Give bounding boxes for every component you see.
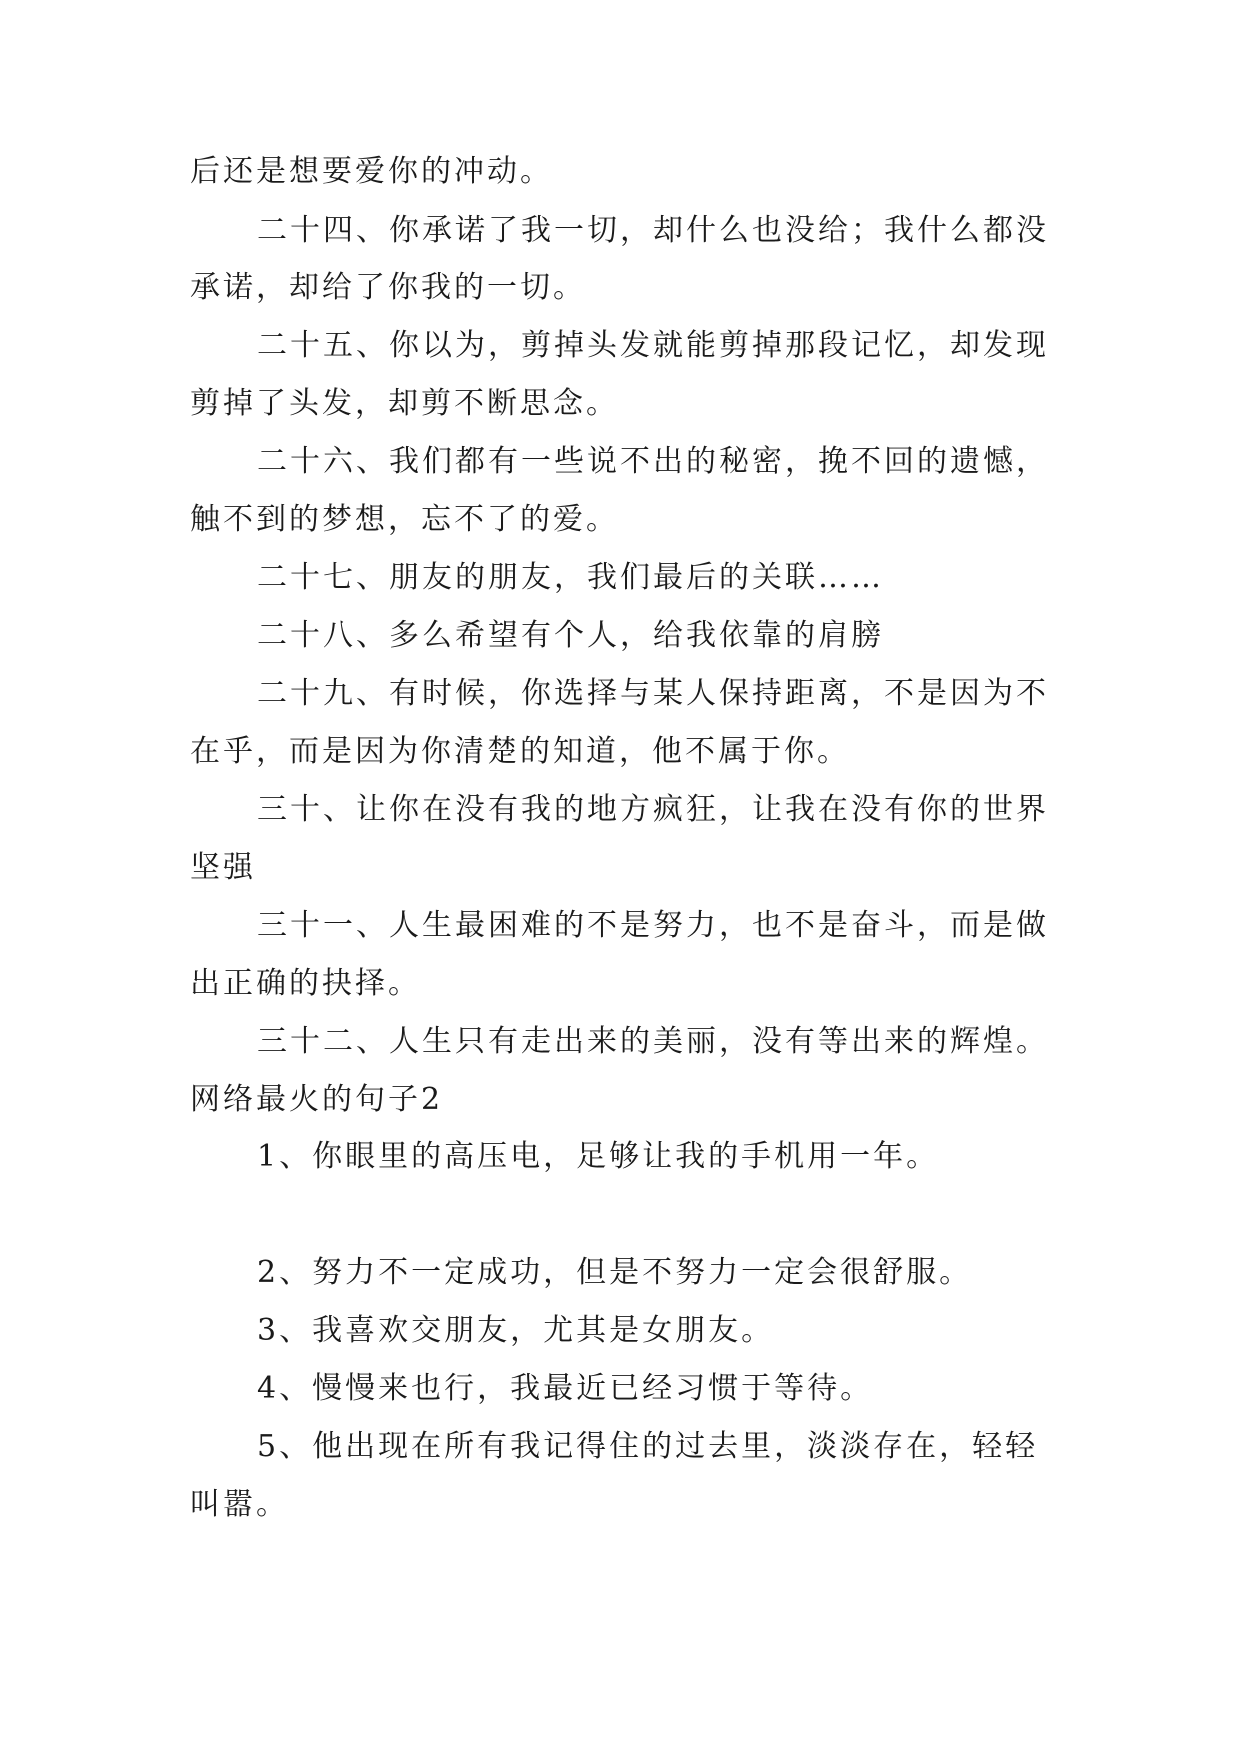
list-item: 1、你眼里的高压电，足够让我的手机用一年。: [257, 1139, 940, 1174]
text-line: 二十五、你以为，剪掉头发就能剪掉那段记忆，却发现: [257, 328, 1049, 363]
text-line: 二十四、你承诺了我一切，却什么也没给；我什么都没: [257, 213, 1049, 248]
text-line: 后还是想要爱你的冲动。: [190, 154, 553, 189]
text-line: 剪掉了头发，却剪不断思念。: [190, 386, 619, 421]
text-line: 三十、让你在没有我的地方疯狂，让我在没有你的世界: [257, 792, 1049, 827]
text-line: 承诺，却给了你我的一切。: [190, 270, 586, 305]
text-line: 三十二、人生只有走出来的美丽，没有等出来的辉煌。: [257, 1024, 1049, 1059]
list-item: 2、努力不一定成功，但是不努力一定会很舒服。: [257, 1255, 973, 1290]
text-line: 叫嚣。: [190, 1487, 289, 1522]
list-item: 5、他出现在所有我记得住的过去里，淡淡存在，轻轻: [257, 1429, 1039, 1464]
list-item: 3、我喜欢交朋友，尤其是女朋友。: [257, 1313, 775, 1348]
text-line: 在乎，而是因为你清楚的知道，他不属于你。: [190, 734, 850, 769]
list-item: 4、慢慢来也行，我最近已经习惯于等待。: [257, 1371, 874, 1406]
text-line: 三十一、人生最困难的不是努力，也不是奋斗，而是做: [257, 908, 1049, 943]
text-line: 二十六、我们都有一些说不出的秘密，挽不回的遗憾，: [257, 444, 1049, 479]
text-line: 触不到的梦想，忘不了的爱。: [190, 502, 619, 537]
text-line: 二十九、有时候，你选择与某人保持距离，不是因为不: [257, 676, 1049, 711]
section-heading: 网络最火的句子2: [190, 1082, 444, 1117]
text-line: 二十八、多么希望有个人，给我依靠的肩膀: [257, 618, 884, 653]
text-line: 坚强: [190, 850, 256, 885]
text-line: 出正确的抉择。: [190, 966, 421, 1001]
text-line: 二十七、朋友的朋友，我们最后的关联……: [257, 560, 884, 595]
